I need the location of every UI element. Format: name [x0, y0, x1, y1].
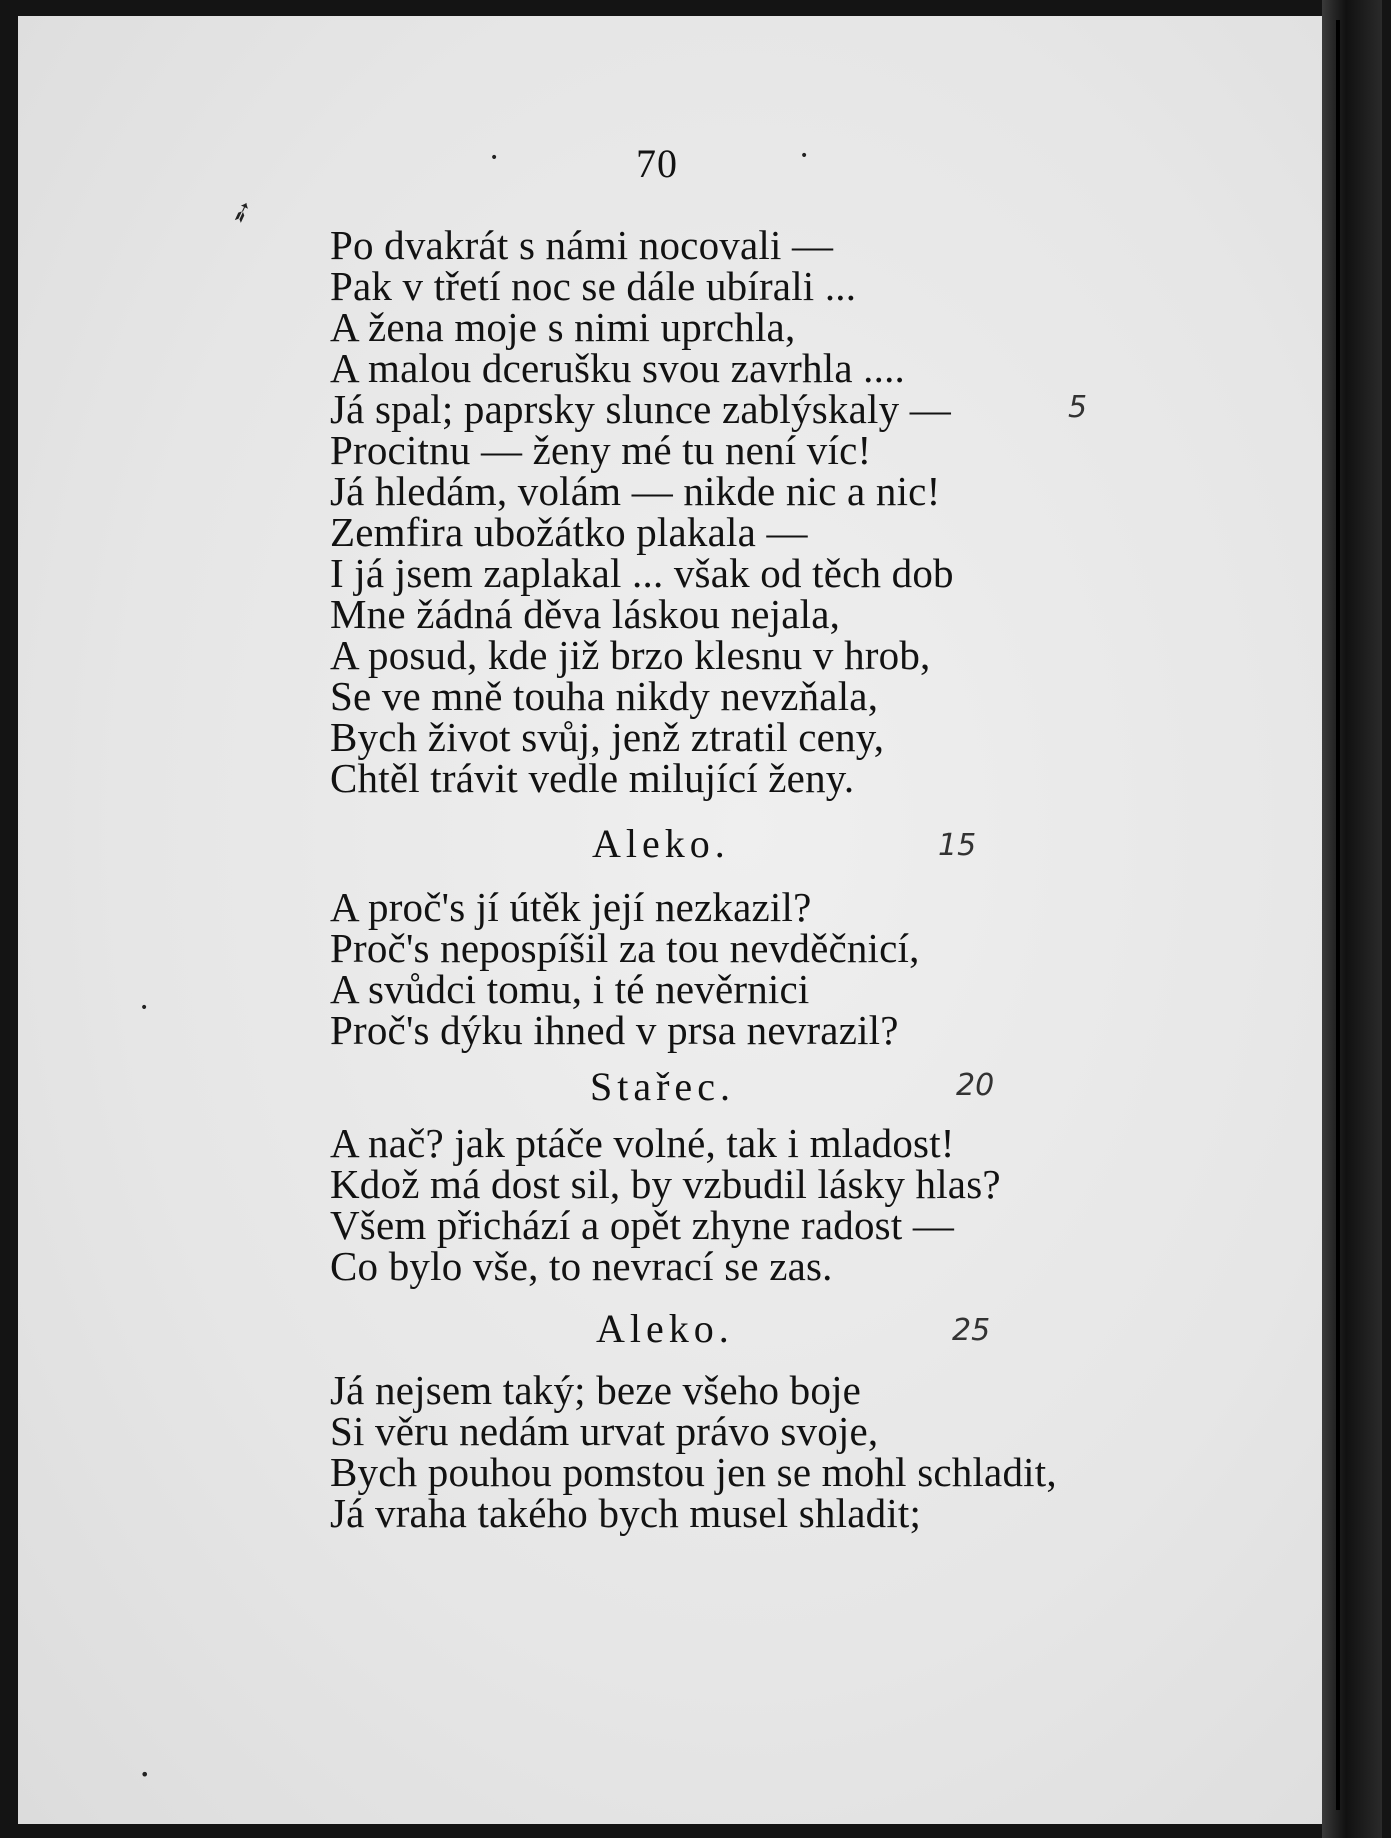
verse-line: Proč's nepospíšil za tou nevděčnicí, [330, 925, 920, 971]
speaker-name: Stařec. [590, 1064, 735, 1109]
page-number: 70 [636, 141, 678, 186]
verse-line: I já jsem zaplakal ... však od těch dob [330, 550, 954, 596]
verse-line: A posud, kde již brzo klesnu v hrob, [330, 632, 931, 678]
verse-line: Bych pouhou pomstou jen se mohl schladit, [330, 1449, 1057, 1495]
verse-line: Všem přichází a opět zhyne radost — [330, 1202, 955, 1248]
verse-line: Co bylo vše, to nevrací se zas. [330, 1243, 833, 1289]
speaker-name: Aleko. [592, 821, 730, 866]
verse-line: Zemfira ubožátko plakala — [330, 509, 808, 555]
margin-line-number: 20 [956, 1068, 995, 1103]
verse-line: A žena moje s nimi uprchla, [330, 304, 796, 350]
verse-line: Já hledám, volám — nikde nic a nic! [330, 468, 941, 514]
verse-line: Procitnu — ženy mé tu není víc! [330, 427, 872, 473]
margin-line-number: 25 [952, 1313, 991, 1348]
binding-edge [1336, 20, 1340, 1810]
scan-dot: • [800, 148, 809, 164]
stanza [330, 1120, 1001, 1289]
verse-line: Mne žádná děva láskou nejala, [330, 591, 841, 637]
scan-dot: • [140, 1000, 149, 1016]
verse-line: Proč's dýku ihned v prsa nevrazil? [330, 1007, 899, 1053]
verse-line: A proč's jí útěk její nezkazil? [330, 884, 812, 930]
verse-line: Se ve mně touha nikdy nevzňala, [330, 673, 879, 719]
verse-line: Po dvakrát s námi nocovali — [330, 222, 834, 268]
margin-line-number: 5 [1068, 390, 1088, 425]
speaker-name: Aleko. [596, 1306, 734, 1351]
verse-line: Já nejsem taký; beze všeho boje [330, 1367, 862, 1413]
page-gutter [1322, 0, 1382, 1838]
margin-line-number: 15 [938, 828, 977, 863]
verse-line: A svůdci tomu, i té nevěrnici [330, 966, 810, 1012]
verse-line: Chtěl trávit vedle milující ženy. [330, 755, 855, 801]
verse-line: Bych život svůj, jenž ztratil ceny, [330, 714, 885, 760]
verse-line: A malou dcerušku svou zavrhla .... [330, 345, 905, 391]
stanza [330, 1367, 1057, 1536]
verse-line: A nač? jak ptáče volné, tak i mladost! [330, 1120, 955, 1166]
verse-line: Si věru nedám urvat právo svoje, [330, 1408, 879, 1454]
verse-line: Já spal; paprsky slunce zablýskaly — [330, 386, 951, 432]
verse-line: Já vraha takého bych musel shladit; [330, 1490, 922, 1536]
scan-dot: • [490, 150, 499, 166]
scan-mark: ➶ [225, 191, 259, 232]
stanza [330, 884, 920, 1053]
verse-line: Kdož má dost sil, by vzbudil lásky hlas? [330, 1161, 1001, 1207]
stanza [330, 222, 954, 801]
scan-dot: • [140, 1765, 150, 1784]
verse-line: Pak v třetí noc se dále ubírali ... [330, 263, 857, 309]
